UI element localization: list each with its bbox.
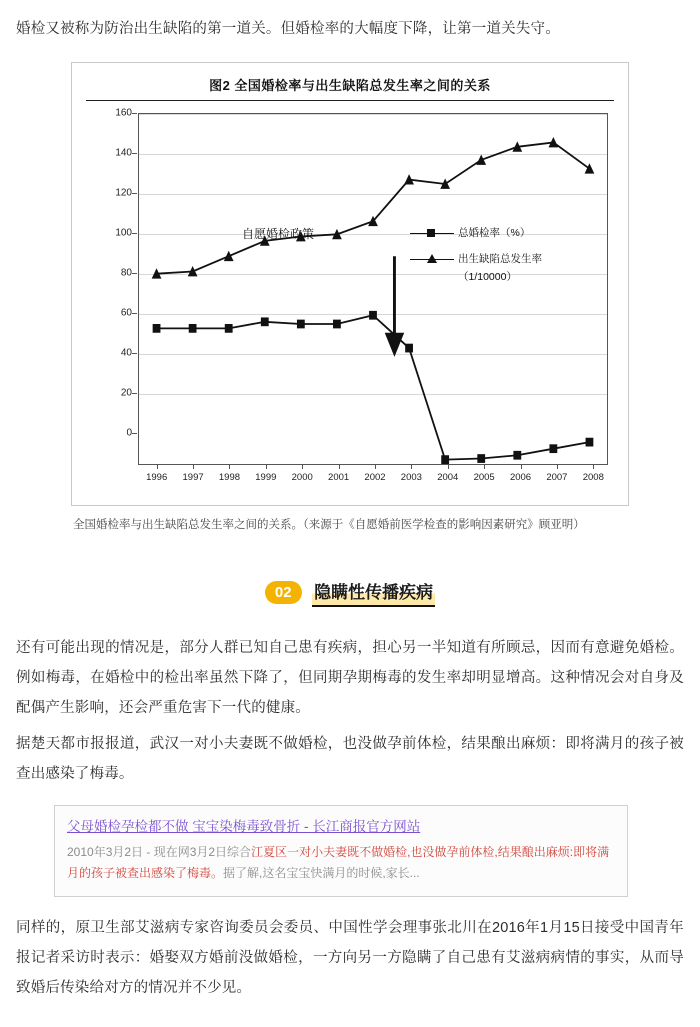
x-tick-label: 2003 — [400, 472, 422, 483]
x-tick-mark — [157, 465, 158, 469]
legend-square-marker-icon — [410, 228, 454, 238]
y-tick-mark — [132, 233, 137, 234]
quote-red-text: 一对小夫妻既不做婚检,也没做孕前体检,结果酿出麻烦:即将满月的孩子被查出感染了梅毒。 — [67, 845, 610, 880]
x-tick-mark — [375, 465, 376, 469]
y-tick-140: 140 — [115, 147, 132, 159]
y-tick-mark — [132, 273, 137, 274]
intro-paragraph: 婚检又被称为防治出生缺陷的第一道关。但婚检率的大幅度下降，让第一道关失守。 — [16, 21, 560, 37]
y-tick-mark — [132, 313, 137, 314]
x-tick-mark — [521, 465, 522, 469]
section-title: 隐瞒性传播疾病 — [312, 578, 435, 607]
x-tick-mark — [229, 465, 230, 469]
chart-title: 图2 全国婚检率与出生缺陷总发生率之间的关系 — [86, 75, 614, 101]
y-tick-20: 20 — [120, 387, 132, 399]
y-tick-60: 60 — [120, 307, 132, 319]
y-tick-mark — [132, 353, 137, 354]
figure-caption: 全国婚检率与出生缺陷总发生率之间的关系。（来源于《自愿婚前医学检查的影响因素研究》顾亚明） — [73, 519, 585, 531]
chart-legend — [410, 225, 610, 291]
legend-item-marriage-rate — [410, 225, 610, 241]
x-tick-label: 2004 — [437, 472, 459, 483]
quoted-article-card[interactable] — [54, 805, 628, 897]
x-tick-label: 1996 — [146, 472, 168, 483]
x-tick-label: 2008 — [582, 472, 604, 483]
chart-area — [82, 107, 618, 499]
y-tick-mark — [132, 393, 137, 394]
x-tick-mark — [302, 465, 303, 469]
body-paragraph-2: 据楚天都市报报道，武汉一对小夫妻既不做婚检，也没做孕前体检，结果酿出麻烦：即将满月的孩子被查出感染了梅毒。 — [16, 736, 684, 782]
y-tick-160: 160 — [115, 107, 132, 119]
x-tick-label: 1999 — [255, 472, 277, 483]
quoted-article-snippet — [67, 842, 615, 884]
y-tick-mark — [132, 193, 137, 194]
x-tick-label: 2005 — [473, 472, 495, 483]
legend-label: 总婚检率（%） — [458, 227, 531, 239]
y-tick-100: 100 — [115, 227, 132, 239]
x-tick-label: 2002 — [364, 472, 386, 483]
quote-meta: 2010年3月2日 - 现在网3月2日综合 — [67, 845, 252, 859]
y-tick-mark — [132, 153, 137, 154]
section-number: 02 — [265, 581, 302, 604]
y-tick-40: 40 — [120, 347, 132, 359]
y-tick-mark — [132, 113, 137, 114]
body-paragraph-1: 还有可能出现的情况是，部分人群已知自己患有疾病，担心另一半知道有所顾忌，因而有意避免婚检。例如梅毒，在婚检中的检出率虽然下降了，但同期孕期梅毒的发生率却明显增高。这种情况会对自身及配偶产生影响，还会严重危害下一代的健康。 — [16, 640, 684, 716]
closing-paragraph: 同样的，原卫生部艾滋病专家咨询委员会委员、中国性学会理事张北川在2016年1月15日接受中国青年报记者采访时表示：婚娶双方婚前没做婚检，一方向另一方隐瞒了自己患有艾滋病病情的事实，从而导致婚后传染给对方的情况并不少见。 — [16, 920, 684, 996]
legend-triangle-marker-icon — [410, 254, 454, 264]
x-tick-label: 1997 — [182, 472, 204, 483]
legend-label: 出生缺陷总发生率 — [458, 253, 542, 265]
legend-sublabel: （1/10000） — [458, 271, 517, 283]
x-tick-mark — [593, 465, 594, 469]
legend-item-birth-defect — [410, 251, 610, 267]
x-tick-label: 2006 — [509, 472, 532, 483]
policy-annotation: 自愿婚检政策 — [242, 227, 315, 241]
x-tick-label: 2007 — [546, 472, 568, 483]
y-tick-80: 80 — [120, 267, 132, 279]
x-tick-label: 2001 — [328, 472, 350, 483]
x-tick-mark — [411, 465, 412, 469]
x-tick-label: 1998 — [218, 472, 241, 483]
quoted-article-link[interactable]: 父母婚检孕检都不做 宝宝染梅毒致骨折 - 长江商报官方网站 — [67, 819, 421, 834]
y-tick-mark — [132, 433, 137, 434]
y-tick-0: 0 — [126, 427, 132, 439]
quote-tail: 据了解,这名宝宝快满月的时候,家长... — [223, 866, 420, 880]
section-heading — [16, 578, 684, 607]
x-tick-mark — [448, 465, 449, 469]
y-tick-120: 120 — [115, 187, 132, 199]
quote-highlight-region: 江夏区 — [251, 845, 288, 859]
x-tick-mark — [339, 465, 340, 469]
x-tick-mark — [484, 465, 485, 469]
x-tick-mark — [557, 465, 558, 469]
figure-container — [16, 62, 684, 532]
chart-figure — [71, 62, 629, 506]
x-tick-label: 2000 — [291, 472, 313, 483]
x-tick-mark — [266, 465, 267, 469]
x-tick-mark — [193, 465, 194, 469]
